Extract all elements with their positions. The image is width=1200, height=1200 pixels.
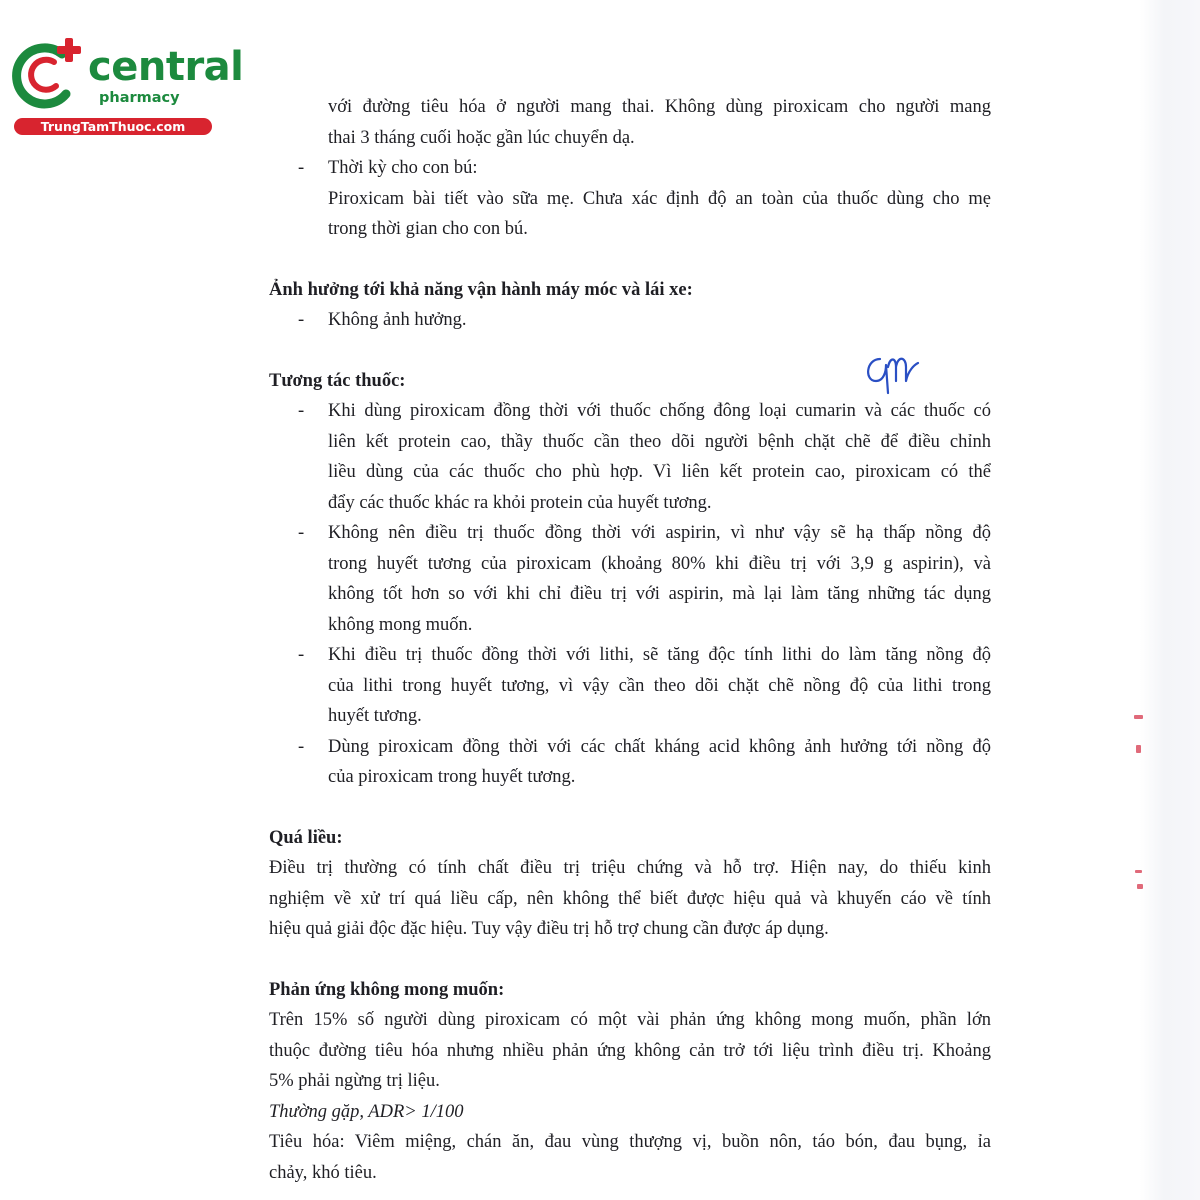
- list-item: [269, 640, 991, 732]
- interactions-heading: Tương tác thuốc:: [269, 370, 406, 391]
- pregnancy-continuation: [269, 92, 991, 153]
- interaction-text-line: Dùng piroxicam đồng thời với các chất kháng acid không ảnh hưởng tới nồng độ: [328, 736, 991, 757]
- adverse-gi-line: Tiêu hóa: Viêm miệng, chán ăn, đau vùng thượng vị, buồn nôn, táo bón, đau bụng, ỉa: [269, 1132, 991, 1152]
- interaction-text-line: trong huyết tương của piroxicam (khoảng 80% khi điều trị với 3,9 g aspirin), và: [328, 553, 991, 574]
- overdose-text-line: nghiệm về xử trí quá liều cấp, nên không thể biết được hiệu quả và khuyến cáo về tính: [269, 888, 991, 909]
- interaction-text-line: Khi dùng piroxicam đồng thời với thuốc chống đông loại cumarin và các thuốc có: [328, 401, 991, 421]
- document-body: [269, 92, 991, 1188]
- interactions-section: [269, 366, 991, 793]
- scan-right-edge: [1140, 0, 1200, 1200]
- interaction-text-line: huyết tương.: [328, 706, 422, 726]
- breastfeeding-text-line: Piroxicam bài tiết vào sữa mẹ. Chưa xác định độ an toàn của thuốc dùng cho mẹ: [328, 188, 991, 209]
- adverse-gi-line: chảy, khó tiêu.: [269, 1162, 377, 1183]
- overdose-text-line: Điều trị thường có tính chất điều trị triệu chứng và hỗ trợ. Hiện nay, do thiếu kinh: [269, 858, 991, 878]
- brand-name: central: [88, 44, 244, 90]
- central-pharmacy-logo-icon: [10, 36, 90, 112]
- list-item: [269, 305, 991, 336]
- overdose-text-line: hiệu quả giải độc đặc hiệu. Tuy vậy điều trị hỗ trợ chung cần được áp dụng.: [269, 919, 829, 939]
- brand-website[interactable]: TrungTamThuoc.com: [14, 118, 212, 135]
- overdose-section: [269, 823, 991, 945]
- edge-stamp-mark: [1135, 870, 1142, 873]
- adverse-text-line: thuộc đường tiêu hóa nhưng nhiều phản ứng không cản trở tới liệu trình điều trị. Khoảng: [269, 1040, 991, 1061]
- interaction-text-line: Không nên điều trị thuốc đồng thời với aspirin, vì như vậy sẽ hạ thấp nồng độ: [328, 523, 991, 543]
- pregnancy-text-line: thai 3 tháng cuối hoặc gần lúc chuyển dạ.: [328, 127, 635, 148]
- breastfeeding-section: [269, 153, 991, 245]
- list-item: [269, 153, 991, 245]
- interaction-text-line: liều dùng của các thuốc cho phù hợp. Vì liên kết protein cao, piroxicam có thể: [328, 462, 991, 482]
- interaction-text-line: của piroxicam trong huyết tương.: [328, 767, 576, 787]
- adverse-frequency-label: Thường gặp, ADR> 1/100: [269, 1101, 464, 1122]
- interaction-text-line: Khi điều trị thuốc đồng thời với lithi, sẽ tăng độc tính lithi do làm tăng nồng độ: [328, 645, 991, 665]
- bullet-dash: -: [298, 645, 305, 665]
- adverse-heading: Phản ứng không mong muốn:: [269, 979, 505, 1000]
- edge-stamp-mark: [1136, 745, 1141, 753]
- bullet-dash: -: [298, 310, 305, 330]
- pregnancy-text-line: với đường tiêu hóa ở người mang thai. Không dùng piroxicam cho người mang: [328, 97, 991, 117]
- edge-stamp-mark: [1137, 884, 1143, 889]
- machinery-section: [269, 275, 991, 336]
- breastfeeding-label: Thời kỳ cho con bú:: [328, 158, 478, 178]
- bullet-dash: -: [298, 736, 305, 757]
- interaction-text-line: liên kết protein cao, thầy thuốc cần theo dõi người bệnh chặt chẽ để điều chỉnh: [328, 431, 991, 452]
- adverse-reactions-section: [269, 975, 991, 1189]
- interaction-text-line: đẩy các thuốc khác ra khỏi protein của huyết tương.: [328, 492, 712, 513]
- machinery-heading: Ảnh hưởng tới khả năng vận hành máy móc và lái xe:: [269, 279, 693, 300]
- bullet-dash: -: [298, 158, 305, 178]
- list-item: [269, 732, 991, 793]
- breastfeeding-text-line: trong thời gian cho con bú.: [328, 219, 528, 239]
- machinery-text-line: Không ảnh hưởng.: [328, 310, 467, 330]
- brand-subtitle: pharmacy: [99, 90, 180, 106]
- interaction-text-line: của lithi trong huyết tương, vì vậy cần theo dõi chặt chẽ nồng độ của lithi trong: [328, 675, 991, 696]
- bullet-dash: -: [298, 523, 305, 543]
- list-item: [269, 518, 991, 640]
- central-pharmacy-logo[interactable]: [10, 36, 244, 136]
- bullet-dash: -: [298, 401, 305, 421]
- overdose-heading: Quá liều:: [269, 827, 343, 848]
- adverse-text-line: 5% phải ngừng trị liệu.: [269, 1071, 440, 1091]
- adverse-text-line: Trên 15% số người dùng piroxicam có một vài phản ứng không mong muốn, phần lớn: [269, 1010, 991, 1030]
- list-item: [269, 396, 991, 518]
- interaction-text-line: không tốt hơn so với khi chỉ điều trị với aspirin, mà lại làm tăng những tác dụng: [328, 584, 991, 604]
- edge-stamp-mark: [1134, 715, 1143, 719]
- interaction-text-line: không mong muốn.: [328, 614, 473, 635]
